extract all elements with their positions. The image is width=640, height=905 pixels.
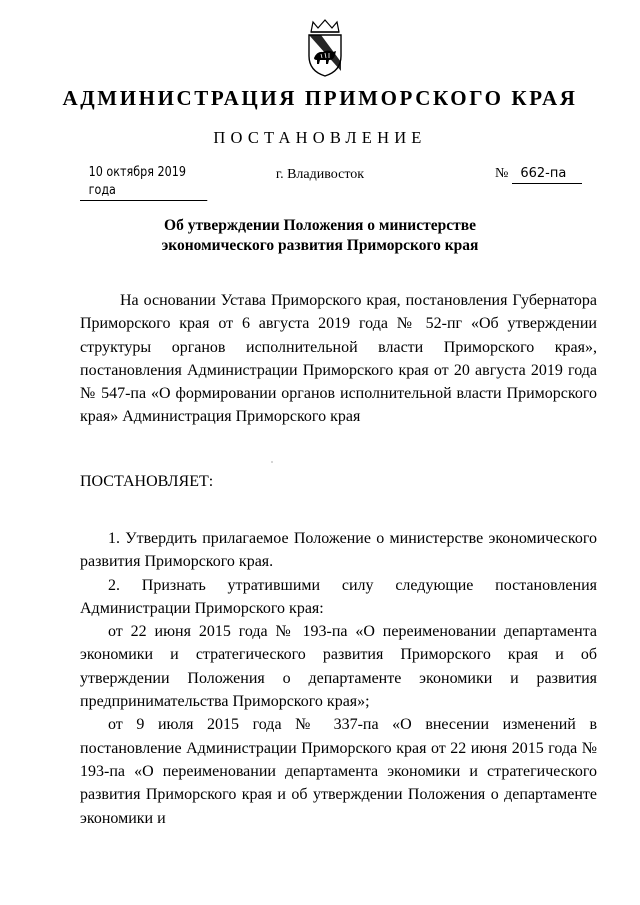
scan-speck: [271, 461, 273, 463]
document-number: [495, 164, 589, 184]
decree-word: ПОСТАНОВЛЯЕТ:: [80, 473, 214, 490]
title-line-2: экономического развития Приморского края: [161, 237, 479, 254]
document-city: г. Владивосток: [275, 167, 365, 182]
document-date: 10 октября 2019 года: [80, 164, 207, 201]
preamble: [80, 289, 597, 429]
list-item: 1. Утвердить прилагаемое Положение о министерстве экономического развития Приморского края.: [80, 530, 597, 571]
coat-of-arms-icon: [301, 18, 349, 78]
number-value: 662-па: [512, 165, 582, 184]
document-type: ПОСТАНОВЛЕНИЕ: [213, 128, 427, 147]
preamble-text: На основании Устава Приморского края, постановления Губернатора Приморского края от 6 августа 2019 года № 52-пг «Об утверждении структуры органов исполнительной власти Приморского края», постановления Администрации Приморского края от 20 августа 2019 года № 547-па «О формировании органов исполнительной власти Приморского края» Администрация Приморского края: [80, 292, 597, 426]
list-item: 2. Признать утратившими силу следующие постановления Администрации Приморского края:: [80, 576, 597, 617]
organization-name: АДМИНИСТРАЦИЯ ПРИМОРСКОГО КРАЯ: [62, 86, 578, 110]
title-line-1: Об утверждении Положения о министерстве: [164, 217, 476, 234]
list-subitem: от 9 июля 2015 года № 337-па «О внесении изменений в постановление Администрации Приморского края от 22 июня 2015 года № 193-па «О переименовании департамента экономики и стратегического развития Приморского края и об утверждении Положения о департаменте экономики и: [80, 716, 597, 827]
document-title: [0, 216, 640, 256]
list-subitem: от 22 июня 2015 года № 193-па «О переименовании департамента экономики и стратегического развития Приморского края и об утверждении Положения о департаменте экономики и развития предпринимательства Приморского края»;: [80, 623, 597, 711]
number-sign: №: [495, 166, 509, 181]
decree-items: [80, 527, 597, 830]
